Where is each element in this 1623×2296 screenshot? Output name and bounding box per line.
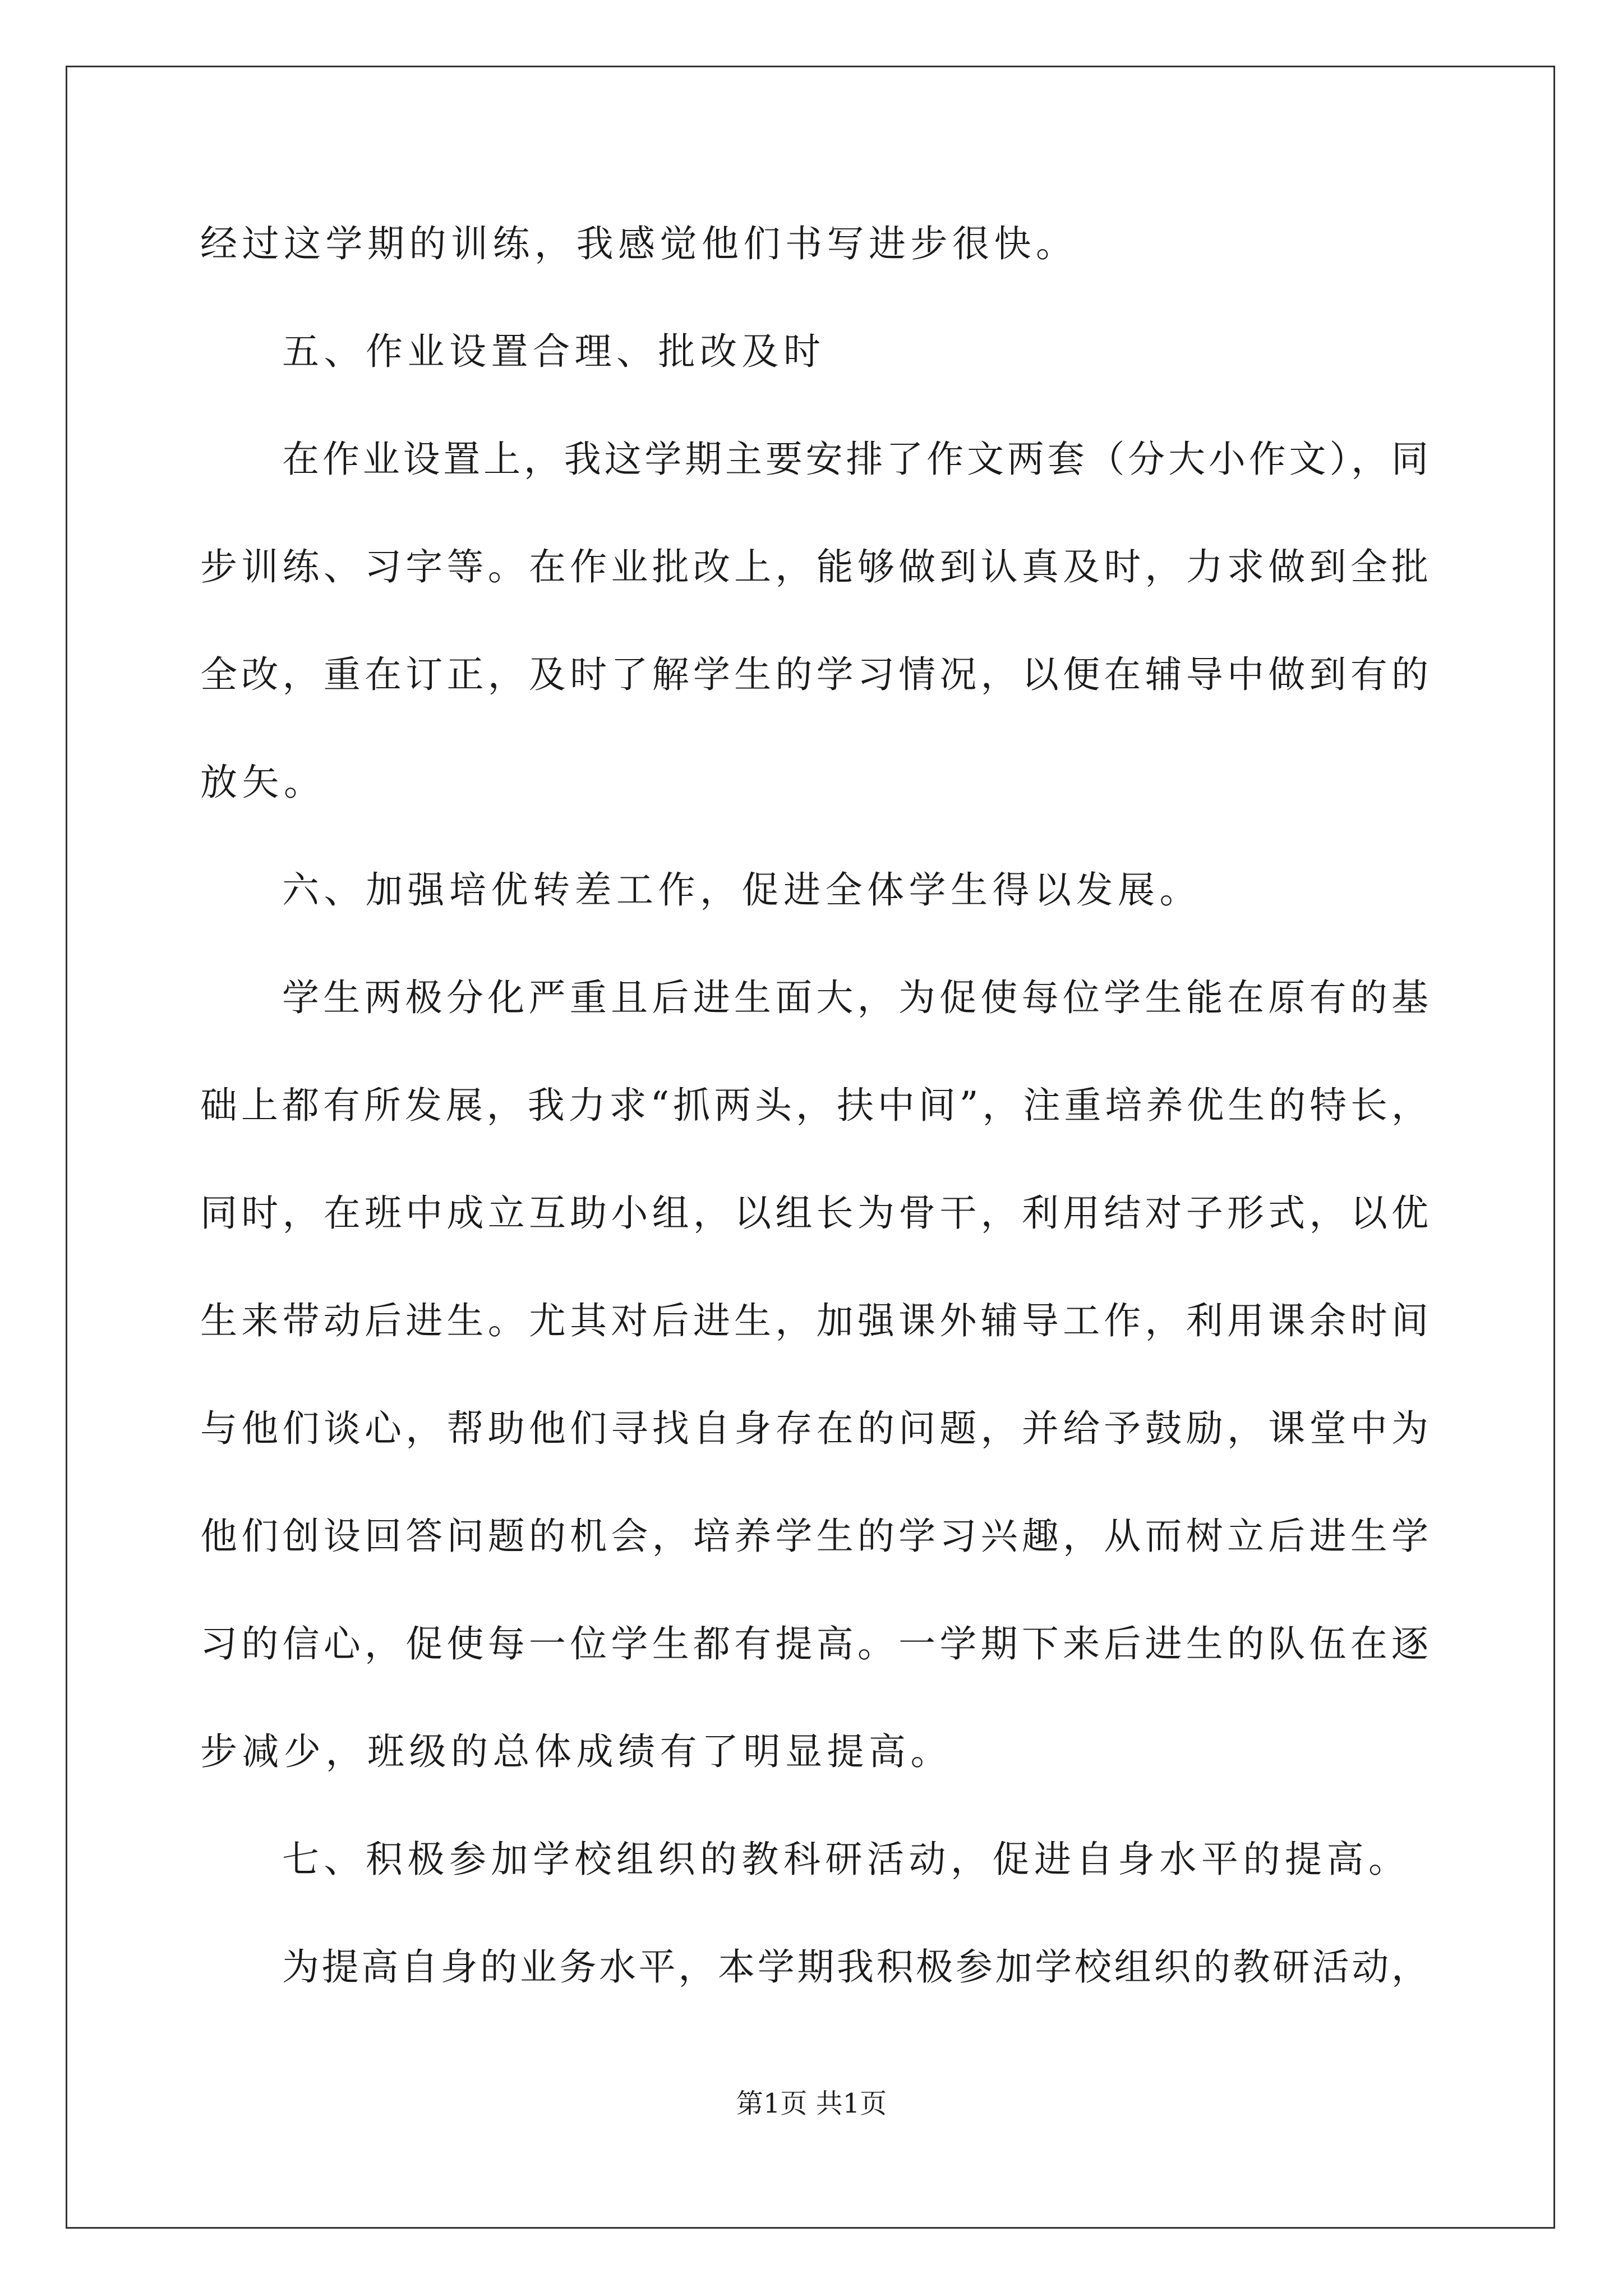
section-heading: 七、积极参加学校组织的教科研活动，促进自身水平的提高。: [282, 1838, 1410, 1881]
text-line: 在作业设置上，我这学期主要安排了作文两套（分大小作文），同: [282, 438, 1428, 481]
text-line: 为提高自身的业务水平，本学期我积极参加学校组织的教研活动，: [282, 1945, 1428, 1989]
text-line: 步减少，班级的总体成绩有了明显提高。: [200, 1730, 952, 1773]
text-line: 生来带动后进生。尤其对后进生，加强课外辅导工作，利用课余时间: [200, 1299, 1428, 1342]
section-heading: 五、作业设置合理、批改及时: [282, 330, 826, 373]
section-heading: 六、加强培优转差工作，促进全体学生得以发展。: [282, 868, 1201, 912]
text-line: 础上都有所发展，我力求“抓两头，扶中间”，注重培养优生的特长，: [200, 1084, 1428, 1127]
text-line: 学生两极分化严重且后进生面大，为促使每位学生能在原有的基: [282, 976, 1428, 1019]
page-footer: 第1页 共1页: [736, 2088, 887, 2119]
text-line: 放矢。: [200, 761, 326, 804]
text-line: 全改，重在订正，及时了解学生的学习情况，以便在辅导中做到有的: [200, 653, 1428, 696]
text-line: 习的信心，促使每一位学生都有提高。一学期下来后进生的队伍在逐: [200, 1622, 1428, 1665]
text-line: 步训练、习字等。在作业批改上，能够做到认真及时，力求做到全批: [200, 545, 1428, 588]
text-line: 经过这学期的训练，我感觉他们书写进步很快。: [200, 222, 1078, 265]
text-line: 同时，在班中成立互助小组，以组长为骨干，利用结对子形式，以优: [200, 1191, 1428, 1235]
text-line: 他们创设回答问题的机会，培养学生的学习兴趣，从而树立后进生学: [200, 1515, 1428, 1558]
page-border: [66, 66, 1555, 2229]
text-line: 与他们谈心，帮助他们寻找自身存在的问题，并给予鼓励，课堂中为: [200, 1407, 1428, 1450]
